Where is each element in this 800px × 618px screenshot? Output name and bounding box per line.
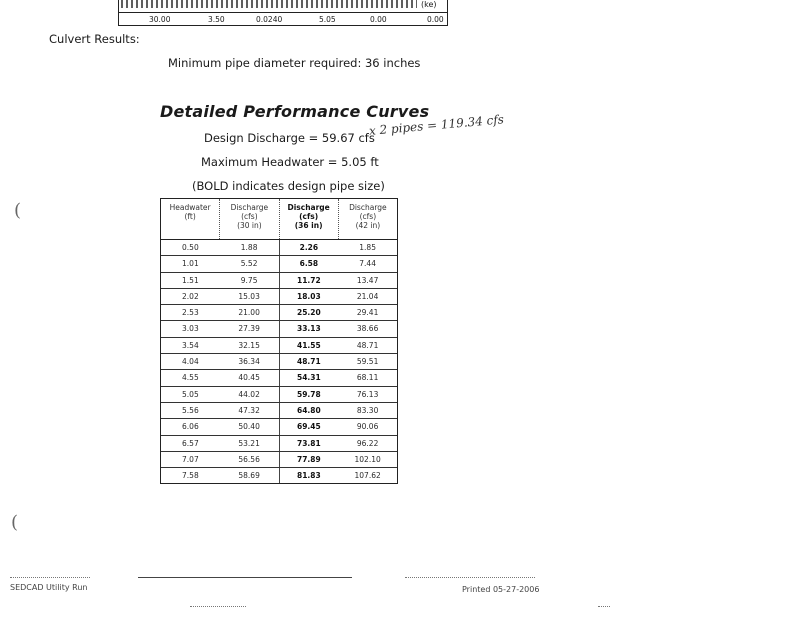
header-line: (ft) [184, 212, 196, 221]
table-cell: 48.71 [356, 340, 379, 350]
table-row [161, 387, 397, 403]
top-table-unit: (ke) [421, 0, 437, 9]
table-row [161, 436, 397, 452]
table-cell: 47.32 [220, 403, 280, 418]
table-cell: 1.88 [220, 240, 280, 255]
table-cell: 68.11 [356, 373, 379, 383]
table-row [161, 419, 397, 435]
handwritten-note: x 2 pipes = 119.34 cfs [368, 112, 505, 138]
table-cell: 6.58 [299, 259, 319, 269]
table-cell: 53.21 [220, 436, 280, 451]
table-cell: 2.53 [182, 308, 199, 318]
table-cell: 96.22 [356, 438, 379, 448]
table-cell: 1.51 [182, 275, 199, 285]
table-cell: 33.13 [297, 324, 321, 334]
footer-rule [405, 577, 535, 578]
table-cell: 64.80 [297, 405, 321, 415]
table-cell: 102.10 [354, 454, 381, 464]
table-cell: 21.04 [356, 291, 379, 301]
header-line: (cfs) [359, 212, 377, 221]
table-row [161, 289, 397, 305]
table-cell: 76.13 [356, 389, 379, 399]
table-row [161, 240, 397, 256]
table-cell: 9.75 [220, 273, 280, 288]
punch-hole-mark: ( [14, 200, 22, 221]
table-cell: 58.69 [220, 468, 280, 483]
cropped-header-text [121, 0, 417, 8]
top-table-strip [118, 0, 448, 26]
table-row [161, 256, 397, 272]
min-pipe-diameter: Minimum pipe diameter required: 36 inches [168, 56, 421, 70]
table-row [161, 354, 397, 370]
top-table-value: 3.50 [208, 15, 225, 24]
table-row [161, 305, 397, 321]
top-table-divider [119, 12, 447, 13]
top-table-value: 5.05 [319, 15, 336, 24]
header-line: (cfs) [299, 212, 319, 221]
table-cell: 81.83 [297, 471, 321, 481]
table-cell: 3.54 [182, 340, 199, 350]
table-cell: 41.55 [297, 340, 321, 350]
table-cell: 7.44 [359, 259, 376, 269]
top-table-value: 0.00 [427, 15, 444, 24]
table-cell: 13.47 [356, 275, 379, 285]
header-line: Discharge [287, 203, 330, 212]
table-cell: 73.81 [297, 438, 321, 448]
table-row [161, 452, 397, 468]
footer-rule [190, 606, 246, 607]
table-row [161, 321, 397, 337]
table-cell: 36.34 [220, 354, 280, 369]
footer-print-date: Printed 05-27-2006 [462, 585, 540, 594]
table-cell: 27.39 [220, 321, 280, 336]
table-cell: 6.57 [182, 438, 199, 448]
table-cell: 5.05 [182, 389, 199, 399]
table-cell: 1.85 [359, 243, 376, 252]
table-cell: 18.03 [297, 291, 321, 301]
table-row [161, 370, 397, 386]
maximum-headwater: Maximum Headwater = 5.05 ft [201, 155, 379, 169]
table-cell: 25.20 [297, 308, 321, 318]
table-cell: 69.45 [297, 422, 321, 432]
table-cell: 90.06 [356, 422, 379, 432]
table-cell: 54.31 [297, 373, 321, 383]
top-table-value: 0.00 [370, 15, 387, 24]
table-cell: 56.56 [220, 452, 280, 467]
header-line: (36 in) [294, 221, 323, 230]
footer-rule [138, 577, 352, 578]
table-cell: 5.56 [182, 405, 199, 415]
table-cell: 4.55 [182, 373, 199, 383]
table-cell: 38.66 [356, 324, 379, 334]
header-line: (cfs) [241, 212, 258, 221]
footer-rule [598, 606, 610, 607]
table-cell: 2.26 [299, 243, 319, 252]
table-cell: 29.41 [356, 308, 379, 318]
header-line: (30 in) [237, 221, 262, 230]
table-cell: 107.62 [354, 471, 381, 481]
table-cell: 6.06 [182, 422, 199, 432]
culvert-results-label: Culvert Results: [49, 32, 140, 46]
footer-rule [10, 577, 90, 578]
performance-table [160, 198, 398, 484]
table-cell: 59.51 [356, 357, 379, 367]
table-cell: 44.02 [220, 387, 280, 402]
table-cell: 11.72 [297, 275, 321, 285]
design-discharge: Design Discharge = 59.67 cfs [204, 131, 375, 145]
header-line: Discharge [349, 203, 387, 212]
top-table-value: 0.0240 [256, 15, 283, 24]
table-header [161, 198, 397, 240]
table-cell: 32.15 [220, 338, 280, 353]
header-line: (42 in) [355, 221, 381, 230]
table-cell: 7.58 [182, 471, 199, 481]
table-cell: 59.78 [297, 389, 321, 399]
table-cell: 40.45 [220, 370, 280, 385]
table-cell: 21.00 [220, 305, 280, 320]
table-cell: 7.07 [182, 454, 199, 464]
table-row [161, 468, 397, 483]
table-cell: 48.71 [297, 357, 321, 367]
header-line: Discharge [230, 203, 269, 212]
table-row [161, 338, 397, 354]
header-discharge-30in [220, 199, 279, 239]
table-cell: 3.03 [182, 324, 199, 334]
header-line: Headwater [169, 203, 211, 212]
header-discharge-36in [280, 199, 339, 239]
table-row [161, 403, 397, 419]
table-row [161, 273, 397, 289]
table-cell: 77.89 [297, 454, 321, 464]
top-table-value: 30.00 [149, 15, 171, 24]
table-cell: 83.30 [356, 405, 379, 415]
header-discharge-42in [339, 199, 397, 239]
punch-hole-mark: ( [11, 512, 19, 533]
table-cell: 0.50 [182, 243, 199, 252]
bold-indicator-note: (BOLD indicates design pipe size) [192, 179, 385, 193]
header-headwater [161, 199, 220, 239]
table-cell: 15.03 [220, 289, 280, 304]
table-cell: 50.40 [220, 419, 280, 434]
table-cell: 2.02 [182, 291, 199, 301]
table-cell: 1.01 [182, 259, 199, 269]
page-title: Detailed Performance Curves [160, 102, 430, 121]
table-cell: 4.04 [182, 357, 199, 367]
footer-app-name: SEDCAD Utility Run [10, 583, 88, 592]
table-cell: 5.52 [220, 256, 280, 271]
